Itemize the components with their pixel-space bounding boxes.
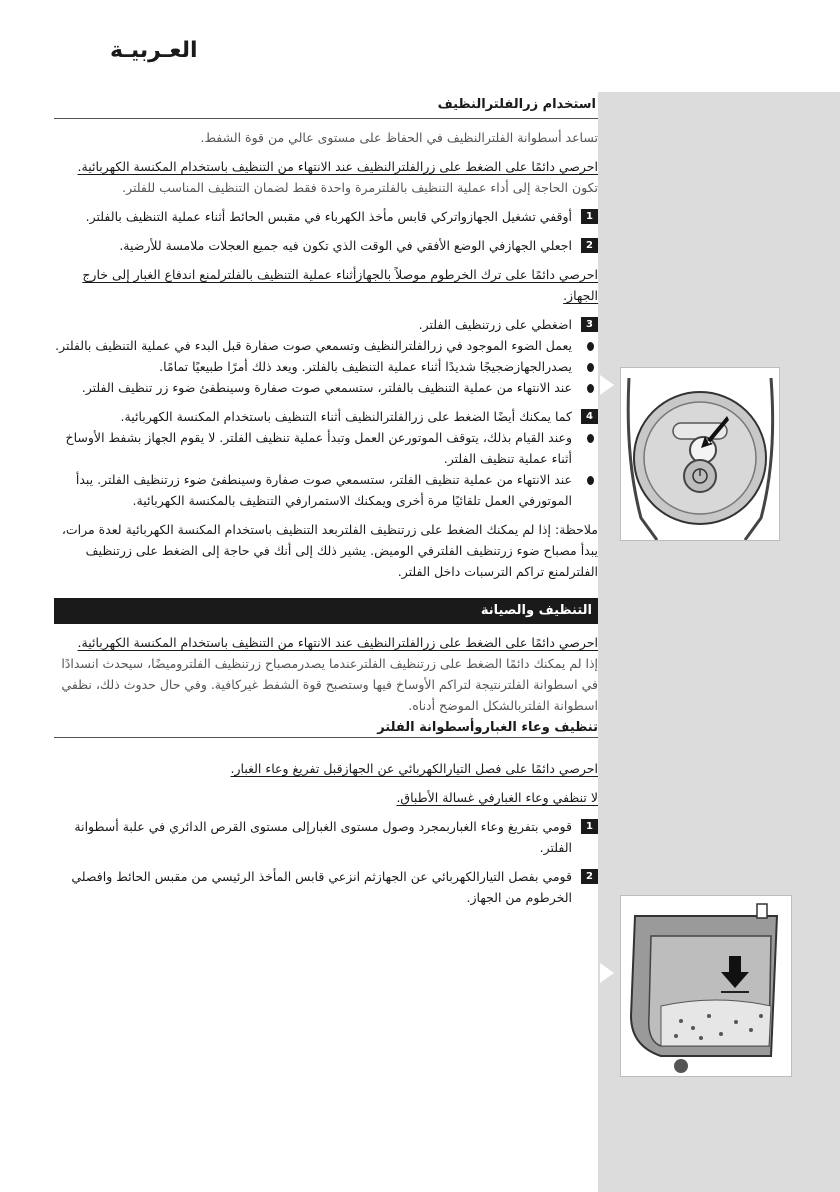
bullet-icon: [587, 363, 594, 372]
subsection-heading: تنظيف وعاء الغباروأسطوانة الفلتر: [54, 720, 598, 738]
step-item: [54, 816, 598, 858]
dust-container-illustration: [620, 895, 792, 1077]
bullet-icon: [587, 384, 594, 393]
step-text: كما يمكنك أيضًا الضغط على زرالفلترالنظيف أثناء التنظيف باستخدام المكنسة الكهربائية.: [120, 409, 572, 424]
step-item: [54, 206, 598, 227]
step-number: 3: [581, 317, 598, 332]
step-number: 1: [581, 819, 598, 834]
step-text: قومي بتفريغ وعاء الغباربمجرد وصول مستوى الغبارإلى مستوى القرص الدائري في علبة أسطوانة الفلتر.: [74, 819, 572, 855]
step-item: [54, 314, 598, 335]
note-text: تكون الحاجة إلى أداء عملية التنظيف بالفلترمرة واحدة فقط لضمان التنظيف المناسب للفلتر.: [122, 180, 598, 195]
pointer-tab: [600, 375, 614, 395]
note-text: إذا لم يمكنك دائمًا الضغط على زرتنظيف الفلترعندما يصدرمصباح زرتنظيف الفلتروميضًا، سيحدث انسدادًا في اسطوانة الفلترنتيجة لتراكم الأوساخ فيها وستصبح قوة الشفط غيركافية. وفي حال حدوث ذلك، نظفي اسطوانة الفلتربالشكل الموضح أدناه.: [61, 656, 598, 713]
filter-clean-button-illustration: [620, 367, 780, 541]
bullet-icon: [587, 342, 594, 351]
bullet-item: يعمل الضوء الموجود في زرالفلترالنظيف وتسمعي صوت صفارة قبل البدء في عملية التنظيف بالفلتر.: [54, 335, 598, 356]
bullet-item: عند الانتهاء من عملية التنظيف بالفلتر، ستسمعي صوت صفارة وسينطفئ ضوء زر تنظيف الفلتر.: [54, 377, 598, 398]
step-number: 4: [581, 409, 598, 424]
step-item: [54, 235, 598, 256]
language-title: العـربيـة: [110, 38, 198, 63]
step-text: اضغطي على زرتنظيف الفلتر.: [418, 317, 572, 332]
section-heading-cleaning: التنظيف والصيانة: [54, 598, 598, 624]
main-content: [54, 92, 598, 908]
bullet-item: وعند القيام بذلك، يتوقف الموتورعن العمل وتبدأ عملية تنظيف الفلتر. لا يقوم الجهاز بشفط الأوساخ أثناء عملية تنظيف الفلتر.: [54, 427, 598, 469]
section-heading-clean-filter: استخدام زرالفلترالنظيف: [54, 92, 598, 119]
bullet-item: عند الانتهاء من عملية تنظيف الفلتر، ستسمعي صوت صفارة وسينطفئ ضوء زرتنظيف الفلتر. يبدأ الموتورفي العمل تلقائيًا مرة أخرى ويمكنك الاستمرارفي التنظيف بالمكنسة الكهربائية.: [54, 469, 598, 511]
warning-text: احرصي دائمًا على ترك الخرطوم موصلاً بالجهازأثناء عملية التنظيف بالفلترلمنع اندفاع الغبار إلى خارج الجهاز.: [82, 267, 598, 303]
step-number: 1: [581, 209, 598, 224]
warning-text: لا تنظفي وعاء الغبارفي غسالة الأطباق.: [396, 790, 598, 805]
note-paragraph: ملاحظة: إذا لم يمكنك الضغط على زرتنظيف الفلتربعد التنظيف باستخدام المكنسة الكهربائية لعدة مرات، يبدأ مصباح ضوء زرتنظيف الفلترفي الوميض. يشير ذلك إلى أنك في حاجة إلى الضغط على زرتنظيف الفلترلمنع تراكم الترسبات داخل الفلتر.: [61, 522, 598, 579]
step-number: 2: [581, 869, 598, 884]
step-text: قومي بفصل التيارالكهربائي عن الجهازثم انزعي قابس المأخذ الرئيسي من مقبس الحائط وافصلي الخرطوم من الجهاز.: [71, 869, 572, 905]
intro-text: تساعد أسطوانة الفلترالنظيف في الحفاظ على مستوى عالي من قوة الشفط.: [200, 130, 598, 145]
step-item: [54, 406, 598, 427]
warning-text: احرصي دائمًا على الضغط على زرالفلترالنظيف عند الانتهاء من التنظيف باستخدام المكنسة الكهربائية.: [77, 159, 598, 174]
bullet-item: يصدرالجهازضجيجًا شديدًا أثناء عملية التنظيف بالفلتر. ويعد ذلك أمرًا طبيعيًا تمامًا.: [54, 356, 598, 377]
warning-text: احرصي دائمًا على فصل التيارالكهربائي عن الجهازقبل تفريغ وعاء الغبار.: [230, 761, 598, 776]
step-item: [54, 866, 598, 908]
pointer-tab: [600, 963, 614, 983]
step-text: اجعلي الجهازفي الوضع الأفقي في الوقت الذي تكون فيه جميع العجلات ملامسة للأرضية.: [119, 238, 572, 253]
warning-text: احرصي دائمًا على الضغط على زرالفلترالنظيف عند الانتهاء من التنظيف باستخدام المكنسة الكهربائية.: [77, 635, 598, 650]
step-text: أوقفي تشغيل الجهازواتركي قابس مأخذ الكهرباء في مقبس الحائط أثناء عملية التنظيف بالفلتر.: [85, 209, 572, 224]
bullet-icon: [587, 476, 594, 485]
step-number: 2: [581, 238, 598, 253]
bullet-icon: [587, 434, 594, 443]
